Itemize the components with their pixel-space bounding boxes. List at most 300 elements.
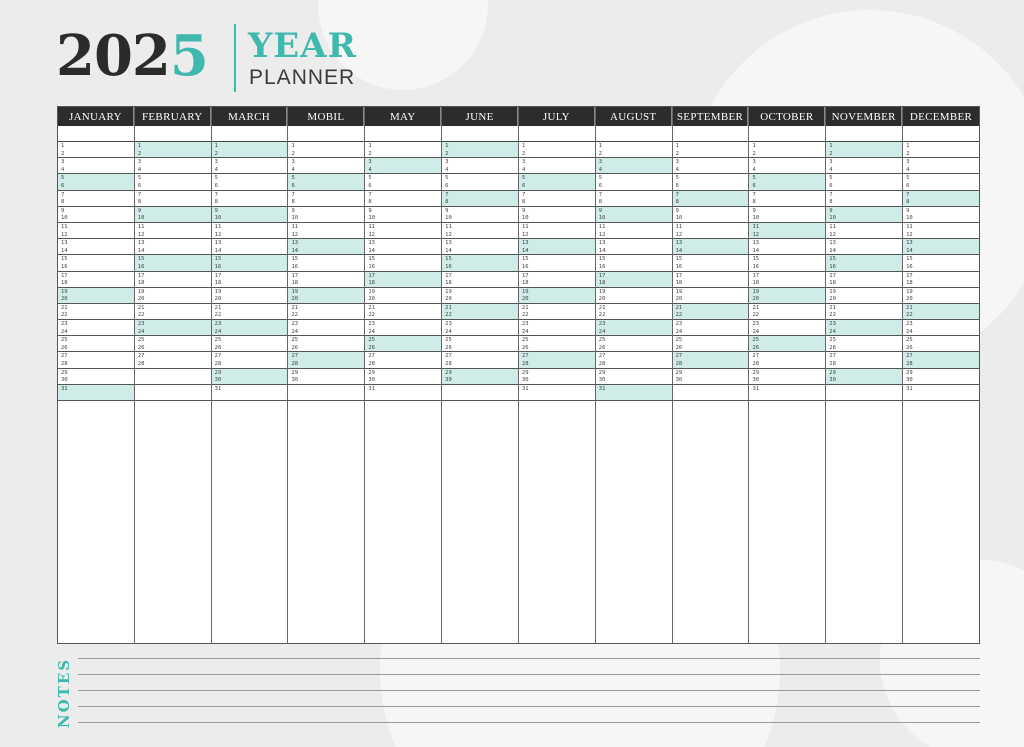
day-pair-block[interactable]	[519, 369, 595, 385]
day-pair-block[interactable]	[673, 158, 749, 174]
day-pair-block[interactable]	[519, 191, 595, 207]
day-pair-block[interactable]	[365, 174, 441, 190]
day-cell[interactable]: 24	[521, 328, 529, 335]
day-cell[interactable]: 10	[291, 215, 299, 222]
day-cell[interactable]: 19	[906, 288, 913, 295]
day-cell[interactable]: 28	[368, 361, 375, 368]
day-pair-block[interactable]	[442, 223, 518, 239]
day-cell[interactable]: 18	[61, 280, 68, 287]
day-pair-block[interactable]	[596, 191, 672, 207]
day-cell[interactable]: 31	[598, 385, 606, 392]
day-pair-block[interactable]	[212, 272, 288, 288]
day-pair-block[interactable]	[596, 288, 672, 304]
day-pair-block[interactable]	[365, 320, 441, 336]
day-cell[interactable]	[596, 392, 672, 400]
day-cell[interactable]: 24	[906, 328, 913, 335]
day-pair-block[interactable]	[673, 352, 749, 368]
day-pair-block[interactable]	[903, 191, 979, 207]
day-cell[interactable]: 16	[137, 263, 145, 270]
day-pair-block[interactable]	[903, 158, 979, 174]
day-cell[interactable]: 29	[675, 369, 683, 376]
day-cell[interactable]: 30	[521, 377, 529, 384]
day-pair-block[interactable]	[596, 223, 672, 239]
day-cell[interactable]: 20	[137, 296, 145, 303]
day-cell[interactable]: 6	[445, 182, 449, 189]
day-pair-block[interactable]	[212, 191, 288, 207]
day-cell[interactable]: 23	[598, 321, 606, 328]
day-cell[interactable]: 16	[752, 263, 760, 270]
day-cell[interactable]	[288, 392, 364, 400]
day-pair-block[interactable]	[903, 142, 979, 158]
day-cell[interactable]: 10	[521, 215, 529, 222]
day-cell[interactable]: 12	[445, 231, 452, 238]
day-cell[interactable]: 17	[829, 272, 836, 279]
day-cell[interactable]: 10	[368, 215, 375, 222]
day-cell[interactable]: 26	[906, 344, 913, 351]
day-cell[interactable]: 24	[368, 328, 375, 335]
day-cell[interactable]: 6	[521, 182, 526, 189]
day-cell[interactable]: 18	[291, 280, 299, 287]
day-pair-block[interactable]	[519, 320, 595, 336]
day-cell[interactable]: 2	[752, 150, 756, 157]
day-pair-block[interactable]	[826, 304, 902, 320]
day-pair-block[interactable]	[212, 288, 288, 304]
day-cell[interactable]: 3	[752, 159, 756, 166]
day-cell[interactable]: 25	[137, 337, 145, 344]
day-pair-block[interactable]	[442, 174, 518, 190]
day-cell[interactable]: 18	[829, 280, 836, 287]
day-pair-block[interactable]	[596, 369, 672, 385]
day-cell[interactable]: 22	[445, 312, 452, 319]
day-pair-block[interactable]	[135, 255, 211, 271]
day-pair-block[interactable]	[442, 272, 518, 288]
day-cell[interactable]: 2	[445, 150, 449, 157]
day-cell[interactable]: 7	[752, 191, 756, 198]
day-cell[interactable]: 4	[214, 166, 218, 173]
day-cell[interactable]: 22	[675, 312, 683, 319]
day-cell[interactable]: 19	[829, 288, 836, 295]
day-cell[interactable]: 10	[214, 215, 222, 222]
day-pair-block[interactable]	[58, 223, 134, 239]
day-cell[interactable]: 17	[445, 272, 452, 279]
day-pair-block[interactable]	[749, 336, 825, 352]
day-pair-block[interactable]	[365, 288, 441, 304]
day-pair-block[interactable]	[903, 288, 979, 304]
day-cell[interactable]: 18	[214, 280, 222, 287]
day-cell[interactable]: 8	[752, 199, 756, 206]
day-pair-block[interactable]	[288, 385, 364, 401]
day-cell[interactable]: 9	[214, 207, 218, 214]
day-cell[interactable]: 11	[214, 223, 222, 230]
day-pair-block[interactable]	[596, 336, 672, 352]
day-pair-block[interactable]	[365, 272, 441, 288]
day-pair-block[interactable]	[365, 336, 441, 352]
day-pair-block[interactable]	[673, 142, 749, 158]
day-cell[interactable]: 31	[906, 385, 913, 392]
day-cell[interactable]: 13	[61, 240, 68, 247]
day-cell[interactable]: 18	[137, 280, 145, 287]
day-pair-block[interactable]	[596, 352, 672, 368]
day-cell[interactable]: 15	[598, 256, 606, 263]
day-cell[interactable]	[442, 392, 518, 400]
day-pair-block[interactable]	[288, 223, 364, 239]
day-pair-block[interactable]	[826, 158, 902, 174]
day-cell[interactable]	[365, 392, 441, 400]
day-cell[interactable]: 16	[214, 263, 222, 270]
day-cell[interactable]: 14	[445, 247, 452, 254]
day-pair-block[interactable]	[826, 272, 902, 288]
day-cell[interactable]: 23	[521, 321, 529, 328]
day-cell[interactable]: 4	[829, 166, 833, 173]
day-cell[interactable]: 9	[906, 207, 910, 214]
day-cell[interactable]: 14	[214, 247, 222, 254]
day-cell[interactable]	[135, 392, 211, 400]
day-cell[interactable]: 13	[445, 240, 452, 247]
day-cell[interactable]: 20	[291, 296, 299, 303]
day-pair-block[interactable]	[135, 320, 211, 336]
day-cell[interactable]: 11	[752, 223, 760, 230]
day-cell[interactable]: 30	[598, 377, 606, 384]
day-cell[interactable]: 2	[829, 150, 833, 157]
day-cell[interactable]: 19	[598, 288, 606, 295]
day-cell[interactable]: 16	[598, 263, 606, 270]
day-cell[interactable]: 31	[752, 385, 760, 392]
day-cell[interactable]: 24	[291, 328, 299, 335]
day-pair-block[interactable]	[673, 336, 749, 352]
day-pair-block[interactable]	[288, 272, 364, 288]
day-cell[interactable]: 30	[752, 377, 760, 384]
day-cell[interactable]: 21	[291, 304, 299, 311]
day-cell[interactable]: 14	[752, 247, 760, 254]
day-cell[interactable]: 9	[291, 207, 295, 214]
day-pair-block[interactable]	[135, 142, 211, 158]
day-pair-block[interactable]	[749, 239, 825, 255]
day-cell[interactable]: 22	[598, 312, 606, 319]
day-pair-block[interactable]	[519, 272, 595, 288]
day-cell[interactable]: 8	[137, 199, 142, 206]
day-cell[interactable]: 3	[906, 159, 910, 166]
day-cell[interactable]: 20	[752, 296, 760, 303]
day-pair-block[interactable]	[903, 304, 979, 320]
day-cell[interactable]: 23	[752, 321, 760, 328]
day-cell[interactable]: 7	[906, 191, 910, 198]
day-cell[interactable]: 28	[675, 361, 683, 368]
day-cell[interactable]: 6	[368, 182, 372, 189]
day-pair-block[interactable]	[58, 191, 134, 207]
day-pair-block[interactable]	[288, 336, 364, 352]
day-pair-block[interactable]	[673, 320, 749, 336]
day-cell[interactable]	[673, 392, 749, 400]
day-cell[interactable]: 22	[291, 312, 299, 319]
day-pair-block[interactable]	[212, 142, 288, 158]
day-cell[interactable]: 4	[675, 166, 679, 173]
day-cell[interactable]: 21	[829, 304, 836, 311]
day-cell[interactable]: 27	[137, 353, 145, 360]
day-pair-block[interactable]	[288, 191, 364, 207]
day-pair-block[interactable]	[596, 304, 672, 320]
day-cell[interactable]: 12	[291, 231, 299, 238]
day-cell[interactable]: 13	[829, 240, 836, 247]
day-pair-block[interactable]	[519, 223, 595, 239]
day-pair-block[interactable]	[903, 239, 979, 255]
day-cell[interactable]: 26	[445, 344, 452, 351]
day-cell[interactable]: 16	[61, 263, 68, 270]
day-cell[interactable]: 5	[291, 175, 295, 182]
day-cell[interactable]: 20	[598, 296, 606, 303]
day-cell[interactable]: 27	[521, 353, 529, 360]
day-cell[interactable]: 27	[598, 353, 606, 360]
day-pair-block[interactable]	[212, 369, 288, 385]
day-cell[interactable]: 14	[368, 247, 375, 254]
day-cell[interactable]: 25	[906, 337, 913, 344]
day-pair-block[interactable]	[826, 320, 902, 336]
day-pair-block[interactable]	[826, 239, 902, 255]
day-cell[interactable]: 25	[291, 337, 299, 344]
day-cell[interactable]: 29	[598, 369, 606, 376]
day-cell[interactable]: 24	[137, 328, 145, 335]
day-cell[interactable]: 18	[598, 280, 606, 287]
day-cell[interactable]	[673, 385, 749, 393]
day-pair-block[interactable]	[135, 191, 211, 207]
day-pair-block[interactable]	[826, 369, 902, 385]
day-pair-block[interactable]	[826, 174, 902, 190]
day-pair-block[interactable]	[135, 385, 211, 401]
day-cell[interactable]: 14	[137, 247, 145, 254]
day-cell[interactable]: 17	[675, 272, 683, 279]
day-cell[interactable]: 1	[598, 143, 603, 149]
day-cell[interactable]: 11	[445, 223, 452, 230]
day-cell[interactable]: 11	[829, 223, 836, 230]
day-cell[interactable]: 7	[368, 191, 372, 198]
day-pair-block[interactable]	[749, 288, 825, 304]
day-cell[interactable]: 29	[521, 369, 529, 376]
day-cell[interactable]: 17	[906, 272, 913, 279]
day-cell[interactable]: 24	[675, 328, 683, 335]
day-cell[interactable]: 27	[675, 353, 683, 360]
day-cell[interactable]: 17	[291, 272, 299, 279]
day-cell[interactable]: 4	[906, 166, 910, 173]
day-cell[interactable]: 4	[521, 166, 526, 173]
day-cell[interactable]: 2	[291, 150, 295, 157]
day-pair-block[interactable]	[58, 369, 134, 385]
day-cell[interactable]: 2	[61, 150, 65, 157]
day-cell[interactable]: 28	[598, 361, 606, 368]
day-pair-block[interactable]	[749, 385, 825, 401]
day-pair-block[interactable]	[365, 255, 441, 271]
day-cell[interactable]: 23	[445, 321, 452, 328]
day-pair-block[interactable]	[673, 369, 749, 385]
day-pair-block[interactable]	[365, 191, 441, 207]
day-pair-block[interactable]	[749, 207, 825, 223]
day-pair-block[interactable]	[749, 320, 825, 336]
day-pair-block[interactable]	[903, 223, 979, 239]
day-cell[interactable]: 15	[61, 256, 68, 263]
day-cell[interactable]: 9	[675, 207, 679, 214]
day-cell[interactable]: 11	[598, 223, 606, 230]
day-pair-block[interactable]	[826, 207, 902, 223]
day-cell[interactable]: 30	[445, 377, 452, 384]
day-cell[interactable]: 31	[368, 385, 375, 392]
day-cell[interactable]: 7	[137, 191, 142, 198]
day-pair-block[interactable]	[135, 174, 211, 190]
day-cell[interactable]: 20	[906, 296, 913, 303]
day-cell[interactable]: 2	[675, 150, 679, 157]
day-cell[interactable]: 13	[675, 240, 683, 247]
day-cell[interactable]: 9	[598, 207, 603, 214]
day-cell[interactable]: 16	[521, 263, 529, 270]
day-cell[interactable]: 12	[598, 231, 606, 238]
day-cell[interactable]: 1	[137, 143, 142, 149]
day-cell[interactable]: 29	[61, 369, 68, 376]
day-cell[interactable]: 6	[675, 182, 679, 189]
day-cell[interactable]: 28	[752, 361, 760, 368]
day-cell[interactable]: 11	[521, 223, 529, 230]
day-pair-block[interactable]	[442, 385, 518, 401]
day-cell[interactable]: 3	[598, 159, 603, 166]
day-cell[interactable]: 22	[829, 312, 836, 319]
day-cell[interactable]	[903, 392, 979, 400]
day-cell[interactable]: 21	[675, 304, 683, 311]
day-cell[interactable]: 12	[214, 231, 222, 238]
day-pair-block[interactable]	[135, 304, 211, 320]
day-cell[interactable]: 4	[61, 166, 65, 173]
notes-line[interactable]	[78, 674, 980, 675]
day-cell[interactable]: 7	[214, 191, 218, 198]
day-cell[interactable]: 29	[291, 369, 299, 376]
day-cell[interactable]: 2	[214, 150, 218, 157]
day-cell[interactable]: 3	[829, 159, 833, 166]
day-pair-block[interactable]	[442, 352, 518, 368]
day-cell[interactable]	[58, 392, 134, 400]
day-pair-block[interactable]	[826, 352, 902, 368]
day-cell[interactable]: 14	[521, 247, 529, 254]
day-cell[interactable]: 18	[675, 280, 683, 287]
day-pair-block[interactable]	[212, 223, 288, 239]
day-cell[interactable]: 30	[61, 377, 68, 384]
day-pair-block[interactable]	[596, 207, 672, 223]
day-cell[interactable]: 12	[829, 231, 836, 238]
day-pair-block[interactable]	[673, 191, 749, 207]
day-cell[interactable]: 6	[137, 182, 142, 189]
day-pair-block[interactable]	[135, 288, 211, 304]
day-pair-block[interactable]	[903, 174, 979, 190]
day-pair-block[interactable]	[288, 239, 364, 255]
day-cell[interactable]: 24	[598, 328, 606, 335]
day-pair-block[interactable]	[288, 320, 364, 336]
day-cell[interactable]: 16	[675, 263, 683, 270]
day-cell[interactable]: 26	[598, 344, 606, 351]
notes-line[interactable]	[78, 722, 980, 723]
day-cell[interactable]: 8	[598, 199, 603, 206]
day-cell[interactable]: 1	[906, 143, 910, 149]
day-pair-block[interactable]	[135, 207, 211, 223]
day-pair-block[interactable]	[212, 174, 288, 190]
day-pair-block[interactable]	[442, 320, 518, 336]
day-pair-block[interactable]	[519, 304, 595, 320]
day-cell[interactable]: 7	[291, 191, 295, 198]
day-cell[interactable]: 31	[61, 385, 68, 392]
day-pair-block[interactable]	[365, 385, 441, 401]
day-pair-block[interactable]	[596, 385, 672, 401]
day-cell[interactable]: 31	[214, 385, 222, 392]
day-cell[interactable]: 25	[598, 337, 606, 344]
day-cell[interactable]: 5	[61, 175, 65, 182]
day-pair-block[interactable]	[135, 158, 211, 174]
day-cell[interactable]	[288, 385, 364, 393]
day-pair-block[interactable]	[673, 304, 749, 320]
day-pair-block[interactable]	[519, 288, 595, 304]
day-cell[interactable]: 16	[291, 263, 299, 270]
day-cell[interactable]: 21	[445, 304, 452, 311]
day-pair-block[interactable]	[903, 207, 979, 223]
day-cell[interactable]: 11	[291, 223, 299, 230]
day-cell[interactable]: 27	[368, 353, 375, 360]
day-pair-block[interactable]	[519, 142, 595, 158]
day-cell[interactable]: 3	[675, 159, 679, 166]
day-pair-block[interactable]	[58, 352, 134, 368]
day-cell[interactable]: 28	[291, 361, 299, 368]
day-cell[interactable]: 30	[368, 377, 375, 384]
day-pair-block[interactable]	[365, 207, 441, 223]
notes-line[interactable]	[78, 706, 980, 707]
day-cell[interactable]: 17	[368, 272, 375, 279]
day-cell[interactable]: 10	[829, 215, 836, 222]
day-cell[interactable]: 10	[61, 215, 68, 222]
day-pair-block[interactable]	[749, 272, 825, 288]
day-pair-block[interactable]	[58, 385, 134, 401]
day-cell[interactable]: 28	[61, 361, 68, 368]
day-cell[interactable]: 20	[829, 296, 836, 303]
day-cell[interactable]: 16	[368, 263, 375, 270]
day-cell[interactable]: 2	[906, 150, 910, 157]
day-cell[interactable]: 1	[829, 143, 833, 149]
day-cell[interactable]: 30	[906, 377, 913, 384]
day-pair-block[interactable]	[442, 369, 518, 385]
day-pair-block[interactable]	[519, 255, 595, 271]
day-cell[interactable]: 13	[291, 240, 299, 247]
day-cell[interactable]: 14	[675, 247, 683, 254]
day-cell[interactable]: 1	[445, 143, 449, 149]
day-cell[interactable]: 29	[752, 369, 760, 376]
day-cell[interactable]: 3	[61, 159, 65, 166]
day-pair-block[interactable]	[826, 142, 902, 158]
day-cell[interactable]: 6	[752, 182, 756, 189]
day-pair-block[interactable]	[58, 288, 134, 304]
day-cell[interactable]: 25	[61, 337, 68, 344]
day-cell[interactable]: 16	[906, 263, 913, 270]
day-pair-block[interactable]	[519, 174, 595, 190]
day-pair-block[interactable]	[673, 239, 749, 255]
day-cell[interactable]: 19	[61, 288, 68, 295]
day-pair-block[interactable]	[903, 352, 979, 368]
day-cell[interactable]	[826, 392, 902, 400]
day-pair-block[interactable]	[826, 385, 902, 401]
day-cell[interactable]: 10	[137, 215, 145, 222]
day-pair-block[interactable]	[596, 239, 672, 255]
day-pair-block[interactable]	[519, 385, 595, 401]
day-pair-block[interactable]	[365, 352, 441, 368]
day-cell[interactable]: 3	[445, 159, 449, 166]
day-cell[interactable]: 12	[521, 231, 529, 238]
day-cell[interactable]: 6	[598, 182, 603, 189]
day-cell[interactable]: 3	[368, 159, 372, 166]
day-pair-block[interactable]	[442, 191, 518, 207]
day-cell[interactable]: 12	[368, 231, 375, 238]
day-cell[interactable]: 21	[521, 304, 529, 311]
day-pair-block[interactable]	[288, 207, 364, 223]
day-cell[interactable]: 25	[829, 337, 836, 344]
day-cell[interactable]: 1	[368, 143, 372, 149]
